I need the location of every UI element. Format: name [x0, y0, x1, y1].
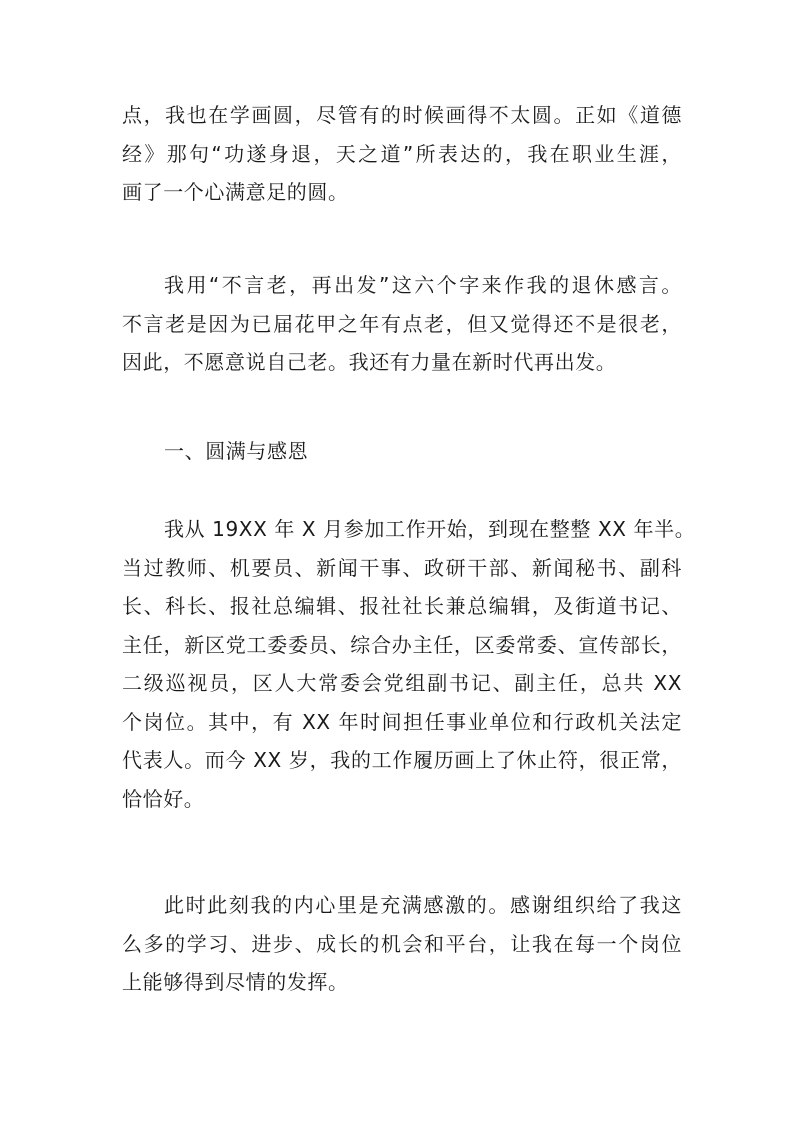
text-line: 恰恰好。	[122, 786, 205, 811]
text-line: 画了一个心满意足的圆。	[122, 180, 349, 204]
text-line: 我用“不言老，再出发”这六个字来作我的退休感言。	[164, 273, 682, 297]
text-line: 主任，新区党工委委员、综合办主任，区委常委、宣传部长，	[122, 632, 682, 657]
paragraph-2	[122, 266, 682, 382]
paragraph-1	[122, 96, 682, 212]
heading-text: 一、圆满与感恩	[164, 439, 309, 463]
text-line: 二级巡视员，区人大常委会党组副书记、副主任，总共 XX	[122, 671, 682, 695]
text-line: 经》那句“功遂身退，天之道”所表达的，我在职业生涯，	[122, 141, 682, 166]
text-line: 上能够得到尽情的发挥。	[122, 970, 349, 994]
text-line: 代表人。而今 XX 岁，我的工作履历画上了休止符，很正常，	[122, 748, 682, 772]
text-line: 当过教师、机要员、新闻干事、政研干部、新闻秘书、副科	[122, 555, 682, 580]
text-line: 我从 19XX 年 X 月参加工作开始，到现在整整 XX 年半。	[164, 517, 696, 541]
text-line: 因此，不愿意说自己老。我还有力量在新时代再出发。	[122, 350, 617, 374]
text-line: 长、科长、报社总编辑、报社社长兼总编辑，及街道书记、	[122, 594, 682, 618]
text-line: 么多的学习、进步、成长的机会和平台，让我在每一个岗位	[122, 931, 682, 956]
text-line: 个岗位。其中，有 XX 年时间担任事业单位和行政机关法定	[122, 709, 682, 734]
text-line: 点，我也在学画圆，尽管有的时候画得不太圆。正如《道德	[122, 103, 682, 127]
paragraph-3	[122, 510, 696, 818]
paragraph-4	[122, 886, 682, 1002]
text-line: 此时此刻我的内心里是充满感激的。感谢组织给了我这	[164, 893, 682, 917]
section-heading	[122, 432, 682, 471]
text-line: 不言老是因为已届花甲之年有点老，但又觉得还不是很老，	[122, 311, 682, 336]
